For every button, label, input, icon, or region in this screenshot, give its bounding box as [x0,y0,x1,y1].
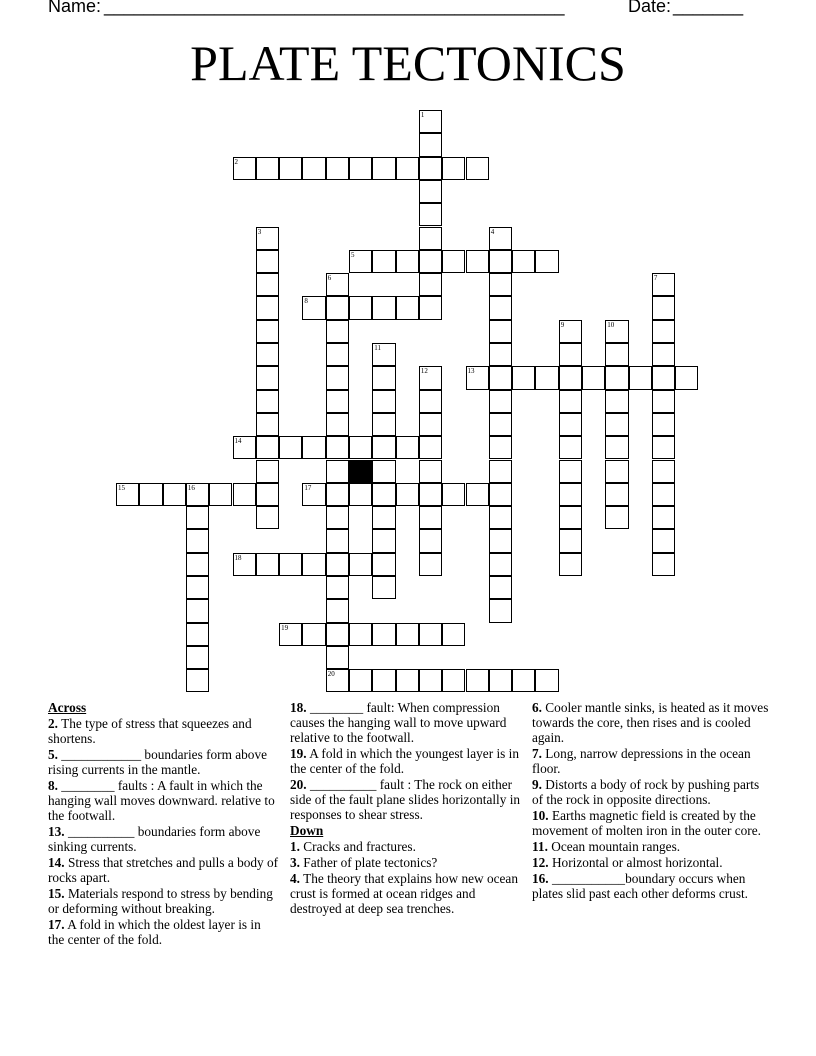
crossword-cell[interactable] [279,436,302,459]
name-label: Name: [48,0,102,16]
crossword-cell[interactable] [349,296,372,319]
clue-number: 20. [290,777,307,792]
clue-item [48,855,280,885]
clue-column-1 [48,700,280,948]
crossword-cell[interactable] [233,483,256,506]
crossword-cell[interactable] [489,250,512,273]
crossword-cell[interactable] [466,250,489,273]
clue-text: ____________ boundaries form above rising currents in the mantle. [48,747,268,777]
crossword-cell[interactable] [349,553,372,576]
crossword-cell[interactable] [652,529,675,552]
crossword-cell[interactable] [605,390,628,413]
clue-item [48,747,280,777]
crossword-cell[interactable] [372,576,395,599]
name-field[interactable]: ______________________________________________ [104,0,565,16]
clue-number: 19. [290,746,307,761]
crossword-cell[interactable] [163,483,186,506]
clue-item [48,778,280,823]
crossword-cell[interactable] [559,366,582,389]
crossword-cell[interactable] [419,157,442,180]
crossword-cell[interactable] [559,506,582,529]
crossword-cell[interactable] [302,553,325,576]
crossword-cell[interactable] [326,623,349,646]
cell-number: 2 [234,157,238,166]
clue-number: 17. [48,917,65,932]
crossword-cell[interactable] [256,390,279,413]
crossword-cell[interactable] [419,366,442,389]
crossword-cell[interactable] [512,366,535,389]
crossword-cell[interactable] [489,366,512,389]
crossword-cell[interactable] [256,483,279,506]
crossword-cell[interactable] [326,506,349,529]
crossword-cell[interactable] [652,413,675,436]
crossword-cell[interactable] [372,366,395,389]
crossword-cell[interactable] [489,599,512,622]
crossword-cell[interactable] [326,460,349,483]
crossword-cell[interactable] [186,553,209,576]
cell-number: 12 [420,367,428,376]
crossword-cell[interactable] [279,157,302,180]
crossword-cell[interactable] [489,320,512,343]
crossword-cell[interactable] [442,157,465,180]
crossword-cell[interactable] [419,250,442,273]
crossword-cell[interactable] [605,343,628,366]
crossword-cell[interactable] [652,553,675,576]
crossword-cell[interactable] [419,623,442,646]
crossword-cell[interactable] [582,366,605,389]
clue-text: __________ fault : The rock on either side of the fault plane slides horizontally in responses to shear stress. [290,777,521,822]
clue-item [290,871,522,916]
clue-text: Ocean mountain ranges. [547,839,681,854]
crossword-cell[interactable] [349,623,372,646]
crossword-cell[interactable] [605,483,628,506]
crossword-cell[interactable] [186,646,209,669]
crossword-cell[interactable] [396,296,419,319]
crossword-cell[interactable] [326,273,349,296]
crossword-cell[interactable] [652,296,675,319]
crossword-cell[interactable] [372,669,395,692]
clue-number: 7. [532,746,542,761]
crossword-cell[interactable] [116,483,139,506]
clue-number: 12. [532,855,549,870]
crossword-cell[interactable] [326,576,349,599]
crossword-cell[interactable] [652,390,675,413]
clue-number: 14. [48,855,65,870]
crossword-cell[interactable] [256,366,279,389]
crossword-cell[interactable] [559,483,582,506]
crossword-cell[interactable] [535,669,558,692]
cell-number: 19 [281,623,289,632]
crossword-cell[interactable] [396,669,419,692]
cell-number: 3 [257,227,262,236]
crossword-cell[interactable] [396,250,419,273]
down-heading: Down [290,823,324,838]
cell-number: 6 [327,274,332,283]
crossword-cell[interactable] [675,366,698,389]
crossword-cell[interactable] [489,343,512,366]
clue-text: A fold in which the youngest layer is in the center of the fold. [290,746,519,776]
crossword-cell[interactable] [209,483,232,506]
crossword-cell[interactable] [233,157,256,180]
black-cell [349,460,372,483]
clue-number: 5. [48,747,58,762]
crossword-cell[interactable] [466,483,489,506]
crossword-cell[interactable] [559,529,582,552]
crossword-cell[interactable] [466,366,489,389]
clue-text: Stress that stretches and pulls a body of rocks apart. [48,855,279,885]
clue-number: 3. [290,855,300,870]
clue-item [532,700,770,745]
crossword-cell[interactable] [326,320,349,343]
cell-number: 1 [420,111,425,119]
crossword-cell[interactable] [372,390,395,413]
crossword-cell[interactable] [302,483,325,506]
crossword-cell[interactable] [349,250,372,273]
crossword-cell[interactable] [372,436,395,459]
crossword-cell[interactable] [256,343,279,366]
crossword-cell[interactable] [396,623,419,646]
crossword-cell[interactable] [349,669,372,692]
crossword-cell[interactable] [326,157,349,180]
clue-text: Long, narrow depressions in the ocean floor. [532,746,751,776]
crossword-cell[interactable] [605,460,628,483]
crossword-cell[interactable] [139,483,162,506]
clue-text: Father of plate tectonics? [299,855,438,870]
crossword-cell[interactable] [559,390,582,413]
crossword-cell[interactable] [489,273,512,296]
crossword-cell[interactable] [559,436,582,459]
cell-number: 18 [234,553,242,562]
across-heading: Across [48,700,87,715]
clue-item [48,716,280,746]
crossword-cell[interactable] [535,366,558,389]
crossword-cell[interactable] [372,250,395,273]
crossword-cell[interactable] [512,669,535,692]
crossword-cell[interactable] [489,506,512,529]
date-field[interactable]: _______ [673,0,744,16]
crossword-cell[interactable] [326,390,349,413]
crossword-cell[interactable] [419,669,442,692]
crossword-cell[interactable] [489,460,512,483]
crossword-cell[interactable] [326,436,349,459]
crossword-cell[interactable] [233,436,256,459]
crossword-cell[interactable] [419,133,442,156]
clue-text: Distorts a body of rock by pushing parts of the rock in opposite directions. [532,777,760,807]
crossword-cell[interactable] [326,553,349,576]
crossword-cell[interactable] [559,343,582,366]
clue-number: 9. [532,777,542,792]
cell-number: 8 [304,297,308,306]
crossword-cell[interactable] [372,157,395,180]
clue-text: A fold in which the oldest layer is in the center of the fold. [48,917,261,947]
clue-text: Materials respond to stress by bending or deforming without breaking. [48,886,273,916]
crossword-cell[interactable] [396,436,419,459]
clue-number: 13. [48,824,65,839]
clue-text: Cracks and fractures. [299,839,416,854]
crossword-cell[interactable] [652,460,675,483]
clue-item [290,839,522,854]
crossword-cell[interactable] [489,553,512,576]
crossword-cell[interactable] [535,250,558,273]
crossword-cell[interactable] [372,483,395,506]
clue-item [290,700,522,745]
crossword-cell[interactable] [326,529,349,552]
crossword-cell[interactable] [302,296,325,319]
crossword-cell[interactable] [186,529,209,552]
clue-number: 18. [290,700,307,715]
crossword-cell[interactable] [559,320,582,343]
crossword-cell[interactable] [256,296,279,319]
clue-number: 4. [290,871,300,886]
clue-item [48,824,280,854]
crossword-cell[interactable] [256,250,279,273]
clue-number: 10. [532,808,549,823]
crossword-cell[interactable] [442,483,465,506]
crossword-cell[interactable] [396,483,419,506]
crossword-cell[interactable] [419,390,442,413]
clue-item [48,886,280,916]
clue-text: ________ faults : A fault in which the hanging wall moves downward. relative to the footwall. [48,778,275,823]
crossword-cell[interactable] [489,483,512,506]
crossword-cell[interactable] [256,436,279,459]
crossword-cell[interactable] [396,157,419,180]
crossword-cell[interactable] [256,227,279,250]
clue-item [290,855,522,870]
crossword-cell[interactable] [419,506,442,529]
clue-item [532,746,770,776]
crossword-cell[interactable] [419,203,442,226]
crossword-cell[interactable] [372,343,395,366]
crossword-cell[interactable] [559,553,582,576]
crossword-cell[interactable] [489,436,512,459]
crossword-cell[interactable] [372,296,395,319]
crossword-cell[interactable] [605,413,628,436]
crossword-cell[interactable] [652,273,675,296]
cell-number: 5 [351,250,355,259]
crossword-cell[interactable] [233,553,256,576]
crossword-cell[interactable] [256,157,279,180]
cell-number: 14 [234,437,242,446]
cell-number: 13 [467,367,475,376]
clue-item [532,808,770,838]
crossword-cell[interactable] [186,483,209,506]
crossword-cell[interactable] [489,576,512,599]
crossword-cell[interactable] [605,506,628,529]
cell-number: 10 [607,320,615,329]
crossword-cell[interactable] [186,669,209,692]
crossword-cell[interactable] [326,413,349,436]
clue-column-3 [532,700,770,902]
crossword-cell[interactable] [605,366,628,389]
crossword-cell[interactable] [605,320,628,343]
clue-text: Horizontal or almost horizontal. [548,855,723,870]
cell-number: 20 [327,670,335,679]
cell-number: 4 [490,227,495,236]
clue-number: 8. [48,778,58,793]
crossword-cell[interactable] [326,483,349,506]
clue-number: 6. [532,700,542,715]
crossword-cell[interactable] [302,623,325,646]
clue-text: __________ boundaries form above sinking currents. [48,824,261,854]
clue-number: 2. [48,716,58,731]
clue-item [48,917,280,947]
crossword-cell[interactable] [349,157,372,180]
crossword-cell[interactable] [559,413,582,436]
crossword-cell[interactable] [652,343,675,366]
clue-text: The type of stress that squeezes and shortens. [48,716,252,746]
crossword-cell[interactable] [372,506,395,529]
crossword-cell[interactable] [326,669,349,692]
cell-number: 9 [560,320,565,329]
crossword-cell[interactable] [605,436,628,459]
crossword-cell[interactable] [326,296,349,319]
crossword-cell[interactable] [372,553,395,576]
crossword-cell[interactable] [419,413,442,436]
crossword-cell[interactable] [489,227,512,250]
crossword-cell[interactable] [256,553,279,576]
crossword-cell[interactable] [652,483,675,506]
crossword-cell[interactable] [489,390,512,413]
crossword-cell[interactable] [186,599,209,622]
crossword-cell[interactable] [419,296,442,319]
crossword-cell[interactable] [279,553,302,576]
crossword-cell[interactable] [489,413,512,436]
crossword-cell[interactable] [489,296,512,319]
crossword-cell[interactable] [419,110,442,133]
crossword-cell[interactable] [326,646,349,669]
crossword-cell[interactable] [419,483,442,506]
cell-number: 16 [187,483,195,492]
clue-number: 16. [532,871,549,886]
page-title: PLATE TECTONICS [190,35,626,91]
crossword-cell[interactable] [419,227,442,250]
clue-text: The theory that explains how new ocean crust is formed at ocean ridges and destroyed at deep sea trenches. [290,871,518,916]
crossword-cell[interactable] [372,623,395,646]
date-label: Date: [628,0,672,16]
crossword-cell[interactable] [442,669,465,692]
crossword-cell[interactable] [419,180,442,203]
clue-text: ________ fault: When compression causes the hanging wall to move upward relative to the footwall. [290,700,507,745]
crossword-cell[interactable] [349,483,372,506]
clue-item [532,871,770,901]
crossword-cell[interactable] [372,529,395,552]
crossword-cell[interactable] [256,413,279,436]
crossword-cell[interactable] [629,366,652,389]
crossword-cell[interactable] [489,669,512,692]
cell-number: 7 [653,274,658,283]
crossword-cell[interactable] [466,157,489,180]
crossword-cell[interactable] [512,250,535,273]
crossword-cell[interactable] [559,460,582,483]
cell-number: 15 [118,483,125,492]
clue-item [532,839,770,854]
crossword-cell[interactable] [186,623,209,646]
clue-item [532,777,770,807]
crossword-cell[interactable] [372,460,395,483]
clue-text: Earths magnetic field is created by the movement of molten iron in the outer core. [532,808,761,838]
crossword-cell[interactable] [652,366,675,389]
crossword-cell[interactable] [442,250,465,273]
clue-number: 15. [48,886,65,901]
crossword-cell[interactable] [302,157,325,180]
crossword-cell[interactable] [652,436,675,459]
crossword-cell[interactable] [186,576,209,599]
cell-number: 17 [304,483,312,492]
crossword-cell[interactable] [326,343,349,366]
crossword-cell[interactable] [256,273,279,296]
cell-number: 11 [374,344,382,352]
crossword-cell[interactable] [419,553,442,576]
crossword-cell[interactable] [326,599,349,622]
clue-column-2 [290,700,522,917]
clue-item [532,855,770,870]
crossword-cell[interactable] [419,273,442,296]
crossword-cell[interactable] [349,436,372,459]
clue-text: ___________boundary occurs when plates slid past each other deforms crust. [532,871,749,901]
crossword-cell[interactable] [419,436,442,459]
crossword-cell[interactable] [256,506,279,529]
crossword-cell[interactable] [372,413,395,436]
crossword-cell[interactable] [652,320,675,343]
crossword-cell[interactable] [279,623,302,646]
crossword-cell[interactable] [256,460,279,483]
crossword-cell[interactable] [466,669,489,692]
crossword-cell[interactable] [326,366,349,389]
clue-item [290,746,522,776]
crossword-cell[interactable] [419,460,442,483]
crossword-cell[interactable] [302,436,325,459]
crossword-cell[interactable] [419,529,442,552]
clue-number: 11. [532,839,548,854]
crossword-cell[interactable] [186,506,209,529]
crossword-cell[interactable] [489,529,512,552]
crossword-cell[interactable] [256,320,279,343]
clue-number: 1. [290,839,300,854]
crossword-cell[interactable] [442,623,465,646]
clue-item [290,777,522,822]
clue-text: Cooler mantle sinks, is heated as it moves towards the core, then rises and is cooled again. [532,700,769,745]
crossword-cell[interactable] [652,506,675,529]
